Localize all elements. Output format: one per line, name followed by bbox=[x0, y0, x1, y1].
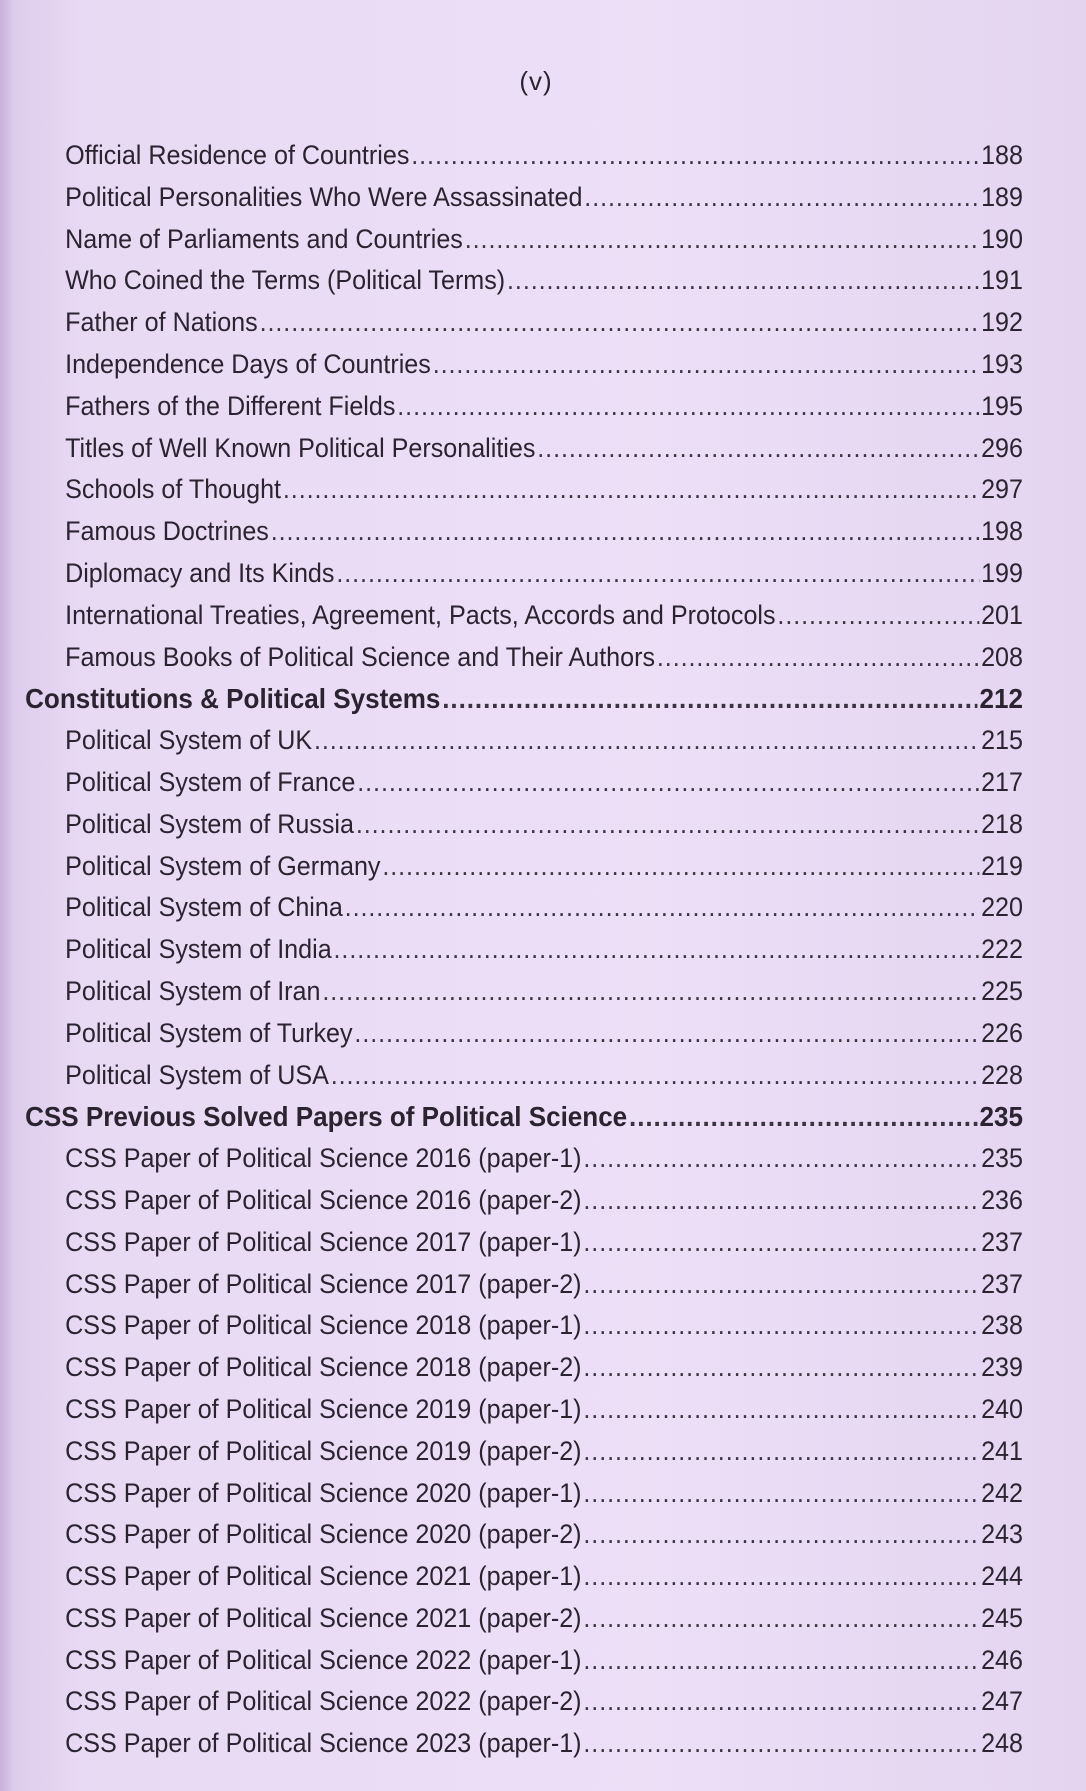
dot-leader bbox=[345, 887, 980, 929]
toc-entry-page-number: 236 bbox=[981, 1184, 1023, 1215]
toc-entry bbox=[0, 1723, 1023, 1765]
toc-entry-title: CSS Paper of Political Science 2022 (paper-2) bbox=[65, 1686, 582, 1717]
dot-leader bbox=[583, 1473, 979, 1515]
toc-entry-title: CSS Paper of Political Science 2017 (paper-1) bbox=[65, 1226, 582, 1257]
toc-entry bbox=[0, 344, 1023, 386]
toc-entry bbox=[0, 219, 1023, 261]
dot-leader bbox=[356, 804, 979, 846]
toc-entry bbox=[0, 135, 1023, 177]
dot-leader bbox=[583, 1347, 979, 1389]
dot-leader bbox=[583, 1138, 979, 1180]
toc-entry-title: CSS Paper of Political Science 2020 (paper-2) bbox=[65, 1519, 582, 1550]
dot-leader bbox=[331, 1055, 980, 1097]
toc-entry-page-number: 297 bbox=[981, 474, 1023, 505]
toc-entry bbox=[0, 1389, 1023, 1431]
toc-entry-title: CSS Paper of Political Science 2022 (paper-1) bbox=[65, 1644, 582, 1675]
toc-entry-title: Political Personalities Who Were Assassinated bbox=[65, 181, 583, 212]
toc-entry bbox=[0, 595, 1023, 637]
toc-entry bbox=[0, 469, 1023, 511]
toc-entry-title: Father of Nations bbox=[65, 307, 258, 338]
toc-entry-page-number: 220 bbox=[981, 892, 1023, 923]
toc-entry bbox=[0, 1473, 1023, 1515]
toc-entry-page-number: 237 bbox=[981, 1268, 1023, 1299]
toc-entry-page-number: 195 bbox=[981, 390, 1023, 421]
toc-entry bbox=[0, 1640, 1023, 1682]
toc-entry-page-number: 217 bbox=[981, 766, 1023, 797]
toc-entry-page-number: 215 bbox=[981, 725, 1023, 756]
dot-leader bbox=[583, 1640, 979, 1682]
toc-entry bbox=[0, 1347, 1023, 1389]
toc-entry-page-number: 239 bbox=[981, 1352, 1023, 1383]
toc-entry bbox=[0, 1598, 1023, 1640]
dot-leader bbox=[283, 469, 979, 511]
toc-entry-page-number: 247 bbox=[981, 1686, 1023, 1717]
toc-entry-title: Political System of Turkey bbox=[65, 1017, 353, 1048]
dot-leader bbox=[397, 386, 979, 428]
dot-leader bbox=[584, 177, 979, 219]
toc-entry bbox=[0, 511, 1023, 553]
dot-leader bbox=[354, 1013, 979, 1055]
toc-entry bbox=[0, 1681, 1023, 1723]
toc-entry bbox=[0, 1264, 1023, 1306]
toc-entry bbox=[0, 1514, 1023, 1556]
dot-leader bbox=[271, 511, 980, 553]
dot-leader bbox=[583, 1723, 979, 1765]
toc-entry-title: CSS Paper of Political Science 2018 (paper-2) bbox=[65, 1352, 582, 1383]
toc-entry-title: Political System of France bbox=[65, 766, 356, 797]
dot-leader bbox=[777, 595, 979, 637]
toc-entry-page-number: 246 bbox=[981, 1644, 1023, 1675]
dot-leader bbox=[583, 1514, 979, 1556]
toc-entry-page-number: 218 bbox=[981, 808, 1023, 839]
toc-entry-title: Official Residence of Countries bbox=[65, 140, 410, 170]
toc-entry-page-number: 245 bbox=[981, 1602, 1023, 1633]
table-of-contents bbox=[0, 135, 1086, 1765]
toc-entry-page-number: 199 bbox=[981, 557, 1023, 588]
toc-entry-title: CSS Paper of Political Science 2021 (paper-1) bbox=[65, 1561, 582, 1592]
toc-entry-page-number: 190 bbox=[981, 223, 1023, 254]
toc-entry-page-number: 208 bbox=[981, 641, 1023, 672]
toc-entry-title: Constitutions & Political Systems bbox=[25, 683, 441, 715]
toc-entry bbox=[0, 1431, 1023, 1473]
toc-entry-title: Schools of Thought bbox=[65, 474, 282, 505]
toc-entry bbox=[0, 386, 1023, 428]
toc-entry-title: Political System of China bbox=[65, 892, 343, 923]
toc-entry bbox=[0, 929, 1023, 971]
toc-entry-title: CSS Paper of Political Science 2016 (paper-2) bbox=[65, 1184, 582, 1215]
toc-entry-page-number: 191 bbox=[981, 265, 1023, 296]
toc-entry-title: Name of Parliaments and Countries bbox=[65, 223, 463, 254]
toc-entry bbox=[0, 302, 1023, 344]
toc-entry bbox=[0, 887, 1023, 929]
toc-entry-page-number: 241 bbox=[981, 1435, 1023, 1466]
toc-entry-page-number: 188 bbox=[981, 140, 1023, 170]
dot-leader bbox=[382, 846, 979, 888]
toc-entry-title: CSS Paper of Political Science 2021 (paper-2) bbox=[65, 1602, 582, 1633]
dot-leader bbox=[583, 1556, 979, 1598]
toc-entry-title: International Treaties, Agreement, Pacts, Accords and Protocols bbox=[65, 599, 776, 630]
dot-leader bbox=[629, 1096, 978, 1138]
toc-entry-title: Political System of Russia bbox=[65, 808, 354, 839]
toc-entry-title: CSS Paper of Political Science 2019 (paper-2) bbox=[65, 1435, 582, 1466]
dot-leader bbox=[336, 553, 979, 595]
toc-entry bbox=[0, 720, 1023, 762]
toc-entry-title: Political System of India bbox=[65, 934, 332, 965]
toc-entry-page-number: 212 bbox=[979, 683, 1023, 715]
dot-leader bbox=[583, 1681, 979, 1723]
toc-entry-page-number: 248 bbox=[981, 1728, 1023, 1759]
toc-entry-page-number: 238 bbox=[981, 1310, 1023, 1341]
toc-entry bbox=[0, 637, 1023, 679]
toc-section-entry bbox=[0, 678, 1023, 720]
toc-entry bbox=[0, 1055, 1023, 1097]
toc-entry-page-number: 240 bbox=[981, 1393, 1023, 1424]
toc-entry-page-number: 192 bbox=[981, 307, 1023, 338]
dot-leader bbox=[433, 344, 980, 386]
dot-leader bbox=[442, 678, 977, 720]
toc-entry bbox=[0, 1556, 1023, 1598]
toc-entry-page-number: 244 bbox=[981, 1561, 1023, 1592]
toc-entry-title: Political System of Iran bbox=[65, 975, 321, 1006]
toc-entry-page-number: 243 bbox=[981, 1519, 1023, 1550]
toc-entry-page-number: 222 bbox=[981, 934, 1023, 965]
toc-entry-page-number: 225 bbox=[981, 975, 1023, 1006]
toc-entry-title: CSS Paper of Political Science 2023 (paper-1) bbox=[65, 1728, 582, 1759]
toc-entry-title: Fathers of the Different Fields bbox=[65, 390, 396, 421]
dot-leader bbox=[583, 1222, 979, 1264]
toc-entry-title: Political System of UK bbox=[65, 725, 313, 756]
dot-leader bbox=[357, 762, 979, 804]
dot-leader bbox=[334, 929, 980, 971]
dot-leader bbox=[314, 720, 979, 762]
toc-entry-page-number: 235 bbox=[979, 1101, 1023, 1133]
toc-entry-title: Famous Books of Political Science and Their Authors bbox=[65, 641, 656, 672]
toc-entry-page-number: 201 bbox=[981, 599, 1023, 630]
toc-entry bbox=[0, 428, 1023, 470]
toc-entry bbox=[0, 1305, 1023, 1347]
toc-entry-title: CSS Paper of Political Science 2016 (paper-1) bbox=[65, 1143, 582, 1174]
toc-entry-page-number: 193 bbox=[981, 348, 1023, 379]
toc-entry-title: CSS Paper of Political Science 2020 (paper-1) bbox=[65, 1477, 582, 1508]
toc-entry-page-number: 189 bbox=[981, 181, 1023, 212]
toc-entry bbox=[0, 846, 1023, 888]
toc-entry bbox=[0, 762, 1023, 804]
dot-leader bbox=[260, 302, 980, 344]
toc-entry-title: CSS Previous Solved Papers of Political Science bbox=[25, 1101, 628, 1133]
dot-leader bbox=[322, 971, 979, 1013]
toc-entry-title: CSS Paper of Political Science 2018 (paper-1) bbox=[65, 1310, 582, 1341]
toc-entry-page-number: 198 bbox=[981, 516, 1023, 547]
page-number: (v) bbox=[519, 66, 553, 96]
toc-entry-title: Political System of Germany bbox=[65, 850, 381, 881]
toc-entry bbox=[0, 804, 1023, 846]
dot-leader bbox=[583, 1305, 979, 1347]
toc-entry-title: Titles of Well Known Political Personalities bbox=[65, 432, 536, 463]
toc-entry bbox=[0, 260, 1023, 302]
toc-entry bbox=[0, 1013, 1023, 1055]
dot-leader bbox=[465, 219, 980, 261]
toc-section-entry bbox=[0, 1096, 1023, 1138]
dot-leader bbox=[583, 1389, 979, 1431]
toc-entry bbox=[0, 177, 1023, 219]
toc-entry-page-number: 242 bbox=[981, 1477, 1023, 1508]
dot-leader bbox=[411, 135, 979, 177]
toc-entry-title: Political System of USA bbox=[65, 1059, 329, 1090]
toc-entry bbox=[0, 1180, 1023, 1222]
toc-entry-title: Who Coined the Terms (Political Terms) bbox=[65, 265, 506, 296]
dot-leader bbox=[583, 1264, 979, 1306]
dot-leader bbox=[583, 1431, 979, 1473]
toc-entry-page-number: 235 bbox=[981, 1143, 1023, 1174]
toc-entry-page-number: 237 bbox=[981, 1226, 1023, 1257]
toc-entry-page-number: 228 bbox=[981, 1059, 1023, 1090]
toc-entry bbox=[0, 1222, 1023, 1264]
toc-entry-page-number: 296 bbox=[981, 432, 1023, 463]
dot-leader bbox=[583, 1598, 979, 1640]
toc-entry-title: CSS Paper of Political Science 2017 (paper-2) bbox=[65, 1268, 582, 1299]
dot-leader bbox=[657, 637, 979, 679]
toc-entry-title: Diplomacy and Its Kinds bbox=[65, 557, 335, 588]
dot-leader bbox=[583, 1180, 979, 1222]
dot-leader bbox=[507, 260, 979, 302]
dot-leader bbox=[537, 428, 979, 470]
toc-entry-title: Famous Doctrines bbox=[65, 516, 269, 547]
toc-entry bbox=[0, 553, 1023, 595]
toc-entry-page-number: 226 bbox=[981, 1017, 1023, 1048]
toc-entry-title: CSS Paper of Political Science 2019 (paper-1) bbox=[65, 1393, 582, 1424]
toc-entry bbox=[0, 971, 1023, 1013]
toc-entry-page-number: 219 bbox=[981, 850, 1023, 881]
toc-entry-title: Independence Days of Countries bbox=[65, 348, 431, 379]
toc-entry bbox=[0, 1138, 1023, 1180]
